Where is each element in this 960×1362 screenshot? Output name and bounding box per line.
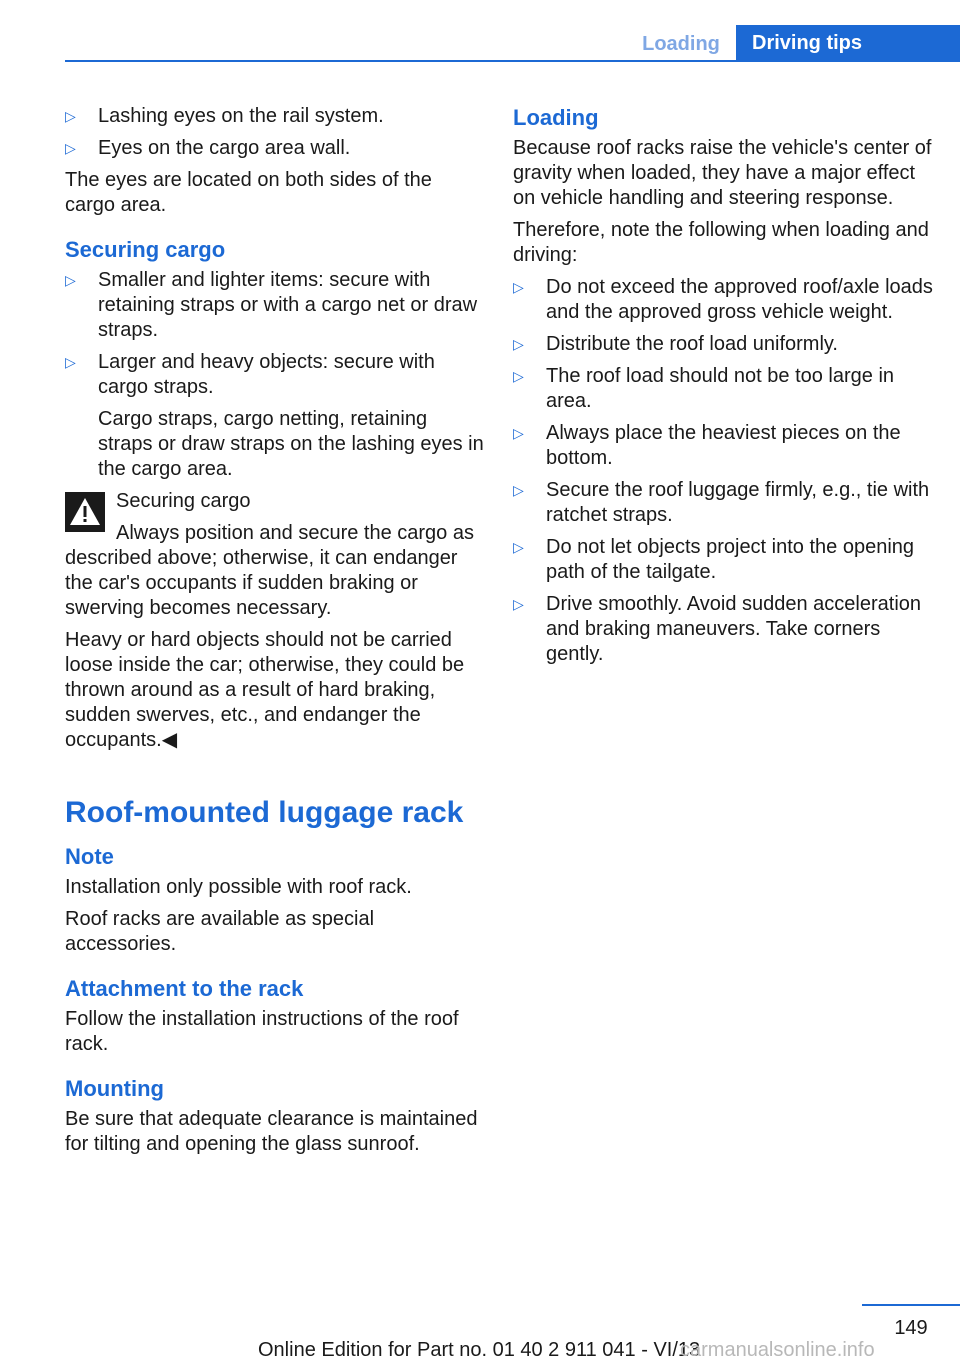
footer-rule xyxy=(862,1304,960,1306)
bullet-triangle-icon: ▷ xyxy=(65,140,76,156)
bullet-triangle-icon: ▷ xyxy=(513,336,524,352)
bullet-triangle-icon: ▷ xyxy=(513,368,524,384)
bullet-triangle-icon: ▷ xyxy=(513,482,524,498)
warning-paragraph: Heavy or hard objects should not be carried loose inside the car; otherwise, they could be thrown around as a result of hard braking, sudden swerves, etc., and endanger the occupants.◀ xyxy=(65,629,465,751)
list-item: ▷ Do not exceed the approved roof/axle loads and the approved gross vehicle weight. xyxy=(513,276,933,323)
list-item: ▷ Do not let objects project into the opening path of the tailgate. xyxy=(513,536,915,583)
roof-rack-heading: Roof-mounted luggage rack xyxy=(65,796,464,829)
list-item: ▷ Secure the roof luggage firmly, e.g., tie with ratchet straps. xyxy=(513,479,930,526)
securing-subtext: Cargo straps, cargo netting, retaining straps or draw straps on the lashing eyes in the cargo area. xyxy=(98,408,484,480)
note-heading: Note xyxy=(65,844,114,869)
mounting-heading: Mounting xyxy=(65,1076,164,1101)
note-text-1: Installation only possible with roof rack. xyxy=(65,876,412,898)
edition-text: Online Edition for Part no. 01 40 2 911 041 - VI/13 xyxy=(258,1339,701,1361)
bullet-triangle-icon: ▷ xyxy=(513,425,524,441)
page-number: 149 xyxy=(894,1317,928,1339)
loading-text-1: Because roof racks raise the vehicle's center of gravity when loaded, they have a major effect on vehicle handling and steering response. xyxy=(513,137,932,209)
list-item: ▷ Larger and heavy objects: secure with cargo straps. Cargo straps, cargo netting, retaining straps or draw straps on the lashing eyes in the cargo area. xyxy=(65,351,484,480)
loading-list xyxy=(513,275,933,667)
left-column xyxy=(65,104,485,1164)
warning-body: described above; otherwise, it can endanger the car's occupants if sudden braking or swerving becomes necessary. xyxy=(65,547,458,619)
list-item: ▷ Lashing eyes on the rail system. xyxy=(65,105,384,127)
tab-driving-tips[interactable]: Driving tips xyxy=(736,25,960,61)
eyes-text: The eyes are located on both sides of the cargo area. xyxy=(65,169,432,216)
mounting-text: Be sure that adequate clearance is maintained for tilting and opening the glass sunroof. xyxy=(65,1108,478,1155)
loading-heading: Loading xyxy=(513,105,599,130)
warning-block xyxy=(65,489,485,753)
warning-triangle-icon xyxy=(65,492,105,532)
bullet-triangle-icon: ▷ xyxy=(513,539,524,555)
right-column xyxy=(513,104,933,674)
attachment-text: Follow the installation instructions of the roof rack. xyxy=(65,1008,459,1055)
bullet-triangle-icon: ▷ xyxy=(513,279,524,295)
securing-list xyxy=(65,268,485,482)
list-item: ▷ Smaller and lighter items: secure with retaining straps or with a cargo net or draw straps. xyxy=(65,269,478,341)
list-item: ▷ Drive smoothly. Avoid sudden acceleration and braking maneuvers. Take corners gently. xyxy=(513,593,922,665)
lashing-eyes-list xyxy=(65,104,485,161)
note-text-2: Roof racks are available as special accessories. xyxy=(65,908,375,955)
bullet-triangle-icon: ▷ xyxy=(65,108,76,124)
bullet-triangle-icon: ▷ xyxy=(65,272,76,288)
warning-title: Securing cargo xyxy=(116,490,251,512)
loading-text-2: Therefore, note the following when loading and driving: xyxy=(513,219,929,266)
attachment-heading: Attachment to the rack xyxy=(65,976,304,1001)
bullet-triangle-icon: ▷ xyxy=(65,354,76,370)
list-item: ▷ The roof load should not be too large in area. xyxy=(513,365,895,412)
watermark: carmanualsonline.info xyxy=(680,1339,875,1361)
securing-cargo-heading: Securing cargo xyxy=(65,237,226,262)
warning-first-line: Always position and secure the cargo as xyxy=(116,522,474,544)
list-item: ▷ Always place the heaviest pieces on the bottom. xyxy=(513,422,901,469)
list-item: ▷ Eyes on the cargo area wall. xyxy=(65,137,351,159)
tab-loading[interactable]: Loading xyxy=(642,33,720,55)
list-item: ▷ Distribute the roof load uniformly. xyxy=(513,333,838,355)
bullet-triangle-icon: ▷ xyxy=(513,596,524,612)
